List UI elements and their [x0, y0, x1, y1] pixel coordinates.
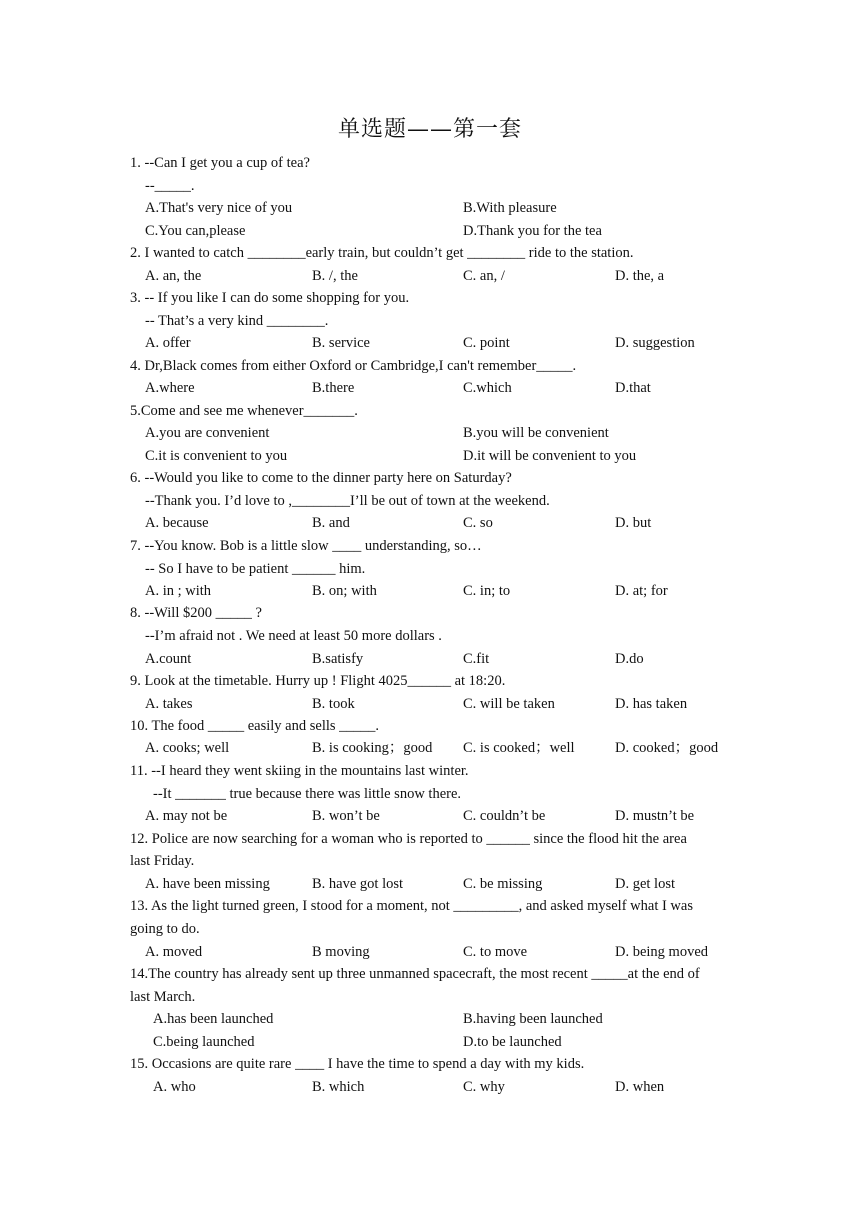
question-11-option-b: B. won’t be: [312, 808, 380, 824]
question-13-option-c: C. to move: [463, 944, 528, 960]
question-5-option-d: D.it will be convenient to you: [463, 448, 637, 464]
question-3-option-b: B. service: [312, 335, 370, 351]
question-12-option-d: D. get lost: [615, 876, 676, 892]
question-8-reply: --I’m afraid not . We need at least 50 more dollars .: [145, 628, 442, 644]
question-5-option-a: A.you are convenient: [145, 425, 270, 441]
question-4-option-b: B.there: [312, 380, 355, 396]
question-8-option-c: C.fit: [463, 651, 490, 667]
question-3-reply: -- That’s a very kind ________.: [145, 313, 329, 329]
question-8-option-d: D.do: [615, 651, 644, 667]
question-5-option-b: B.you will be convenient: [463, 425, 609, 441]
question-7-stem: 7. --You know. Bob is a little slow ____ understanding, so…: [130, 538, 482, 554]
question-5-option-c: C.it is convenient to you: [145, 448, 288, 464]
question-1-option-d: D.Thank you for the tea: [463, 223, 602, 239]
question-13-option-d: D. being moved: [615, 944, 709, 960]
question-4-option-c: C.which: [463, 380, 512, 396]
question-4-option-d: D.that: [615, 380, 651, 396]
question-6-option-a: A. because: [145, 515, 209, 531]
question-15-option-a: A. who: [153, 1079, 196, 1095]
question-14-option-a: A.has been launched: [153, 1011, 274, 1027]
question-5-stem: 5.Come and see me whenever_______.: [130, 403, 358, 419]
question-1-option-b: B.With pleasure: [463, 200, 557, 216]
question-9-option-b: B. took: [312, 696, 355, 712]
question-1-reply: --_____.: [145, 178, 195, 194]
question-4-option-a: A.where: [145, 380, 195, 396]
question-6-option-b: B. and: [312, 515, 350, 531]
question-14-stem: 14.The country has already sent up three unmanned spacecraft, the most recent _____at the end of: [130, 966, 700, 982]
question-8-option-a: A.count: [145, 651, 192, 667]
question-2-option-c: C. an, /: [463, 268, 505, 284]
question-13-stem: 13. As the light turned green, I stood for a moment, not _________, and asked myself what I was: [130, 898, 693, 914]
question-2-option-a: A. an, the: [145, 268, 202, 284]
question-6-stem: 6. --Would you like to come to the dinner party here on Saturday?: [130, 470, 512, 486]
question-9-stem: 9. Look at the timetable. Hurry up ! Flight 4025______ at 18:20.: [130, 673, 506, 689]
question-14-option-c: C.being launched: [153, 1034, 255, 1050]
question-10-option-b: B. is cooking；good: [312, 740, 433, 756]
question-14-option-b: B.having been launched: [463, 1011, 603, 1027]
question-10-option-a: A. cooks; well: [145, 740, 230, 756]
question-8-option-b: B.satisfy: [312, 651, 364, 667]
question-2-option-b: B. /, the: [312, 268, 358, 284]
question-7-option-d: D. at; for: [615, 583, 668, 599]
question-10-option-d: D. cooked；good: [615, 740, 719, 756]
question-6-option-c: C. so: [463, 515, 493, 531]
question-11-stem: 11. --I heard they went skiing in the mountains last winter.: [130, 763, 469, 779]
question-14-option-d: D.to be launched: [463, 1034, 562, 1050]
question-12-option-b: B. have got lost: [312, 876, 404, 892]
question-8-stem: 8. --Will $200 _____ ?: [130, 605, 262, 621]
question-15-option-c: C. why: [463, 1079, 505, 1095]
question-1-option-c: C.You can,please: [145, 223, 246, 239]
question-9-option-a: A. takes: [145, 696, 193, 712]
question-10-option-c: C. is cooked；well: [463, 740, 575, 756]
question-7-option-b: B. on; with: [312, 583, 377, 599]
question-15-stem: 15. Occasions are quite rare ____ I have the time to spend a day with my kids.: [130, 1056, 585, 1072]
question-7-option-c: C. in; to: [463, 583, 511, 599]
question-10-stem: 10. The food _____ easily and sells _____.: [130, 718, 380, 734]
question-12-option-a: A. have been missing: [145, 876, 270, 892]
question-12-stem: 12. Police are now searching for a woman who is reported to ______ since the flood hit the area: [130, 831, 687, 847]
question-1-stem: 1. --Can I get you a cup of tea?: [130, 155, 310, 171]
question-13-stem-continued: going to do.: [130, 921, 200, 937]
question-13-option-b: B moving: [312, 944, 370, 960]
question-6-option-d: D. but: [615, 515, 652, 531]
question-7-option-a: A. in ; with: [145, 583, 212, 599]
question-3-option-d: D. suggestion: [615, 335, 695, 351]
question-1-option-a: A.That's very nice of you: [145, 200, 293, 216]
question-7-reply: -- So I have to be patient ______ him.: [145, 561, 366, 577]
question-3-option-c: C. point: [463, 335, 510, 351]
question-9-option-d: D. has taken: [615, 696, 688, 712]
question-13-option-a: A. moved: [145, 944, 203, 960]
page-title: 单选题——第一套: [337, 117, 522, 142]
question-3-option-a: A. offer: [145, 335, 191, 351]
question-2-option-d: D. the, a: [615, 268, 665, 284]
question-12-option-c: C. be missing: [463, 876, 543, 892]
question-11-option-d: D. mustn’t be: [615, 808, 695, 824]
question-11-reply: --It _______ true because there was little snow there.: [153, 786, 462, 802]
question-11-option-c: C. couldn’t be: [463, 808, 546, 824]
question-11-option-a: A. may not be: [145, 808, 228, 824]
question-6-reply: --Thank you. I’d love to ,________I’ll be out of town at the weekend.: [145, 493, 550, 509]
question-4-stem: 4. Dr,Black comes from either Oxford or Cambridge,I can't remember_____.: [130, 358, 577, 374]
question-9-option-c: C. will be taken: [463, 696, 555, 712]
question-3-stem: 3. -- If you like I can do some shopping for you.: [130, 290, 410, 306]
question-12-stem-continued: last Friday.: [130, 853, 195, 869]
question-15-option-d: D. when: [615, 1079, 665, 1095]
question-2-stem: 2. I wanted to catch ________early train, but couldn’t get ________ ride to the station.: [130, 245, 634, 261]
question-15-option-b: B. which: [312, 1079, 365, 1095]
question-14-stem-continued: last March.: [130, 989, 196, 1005]
